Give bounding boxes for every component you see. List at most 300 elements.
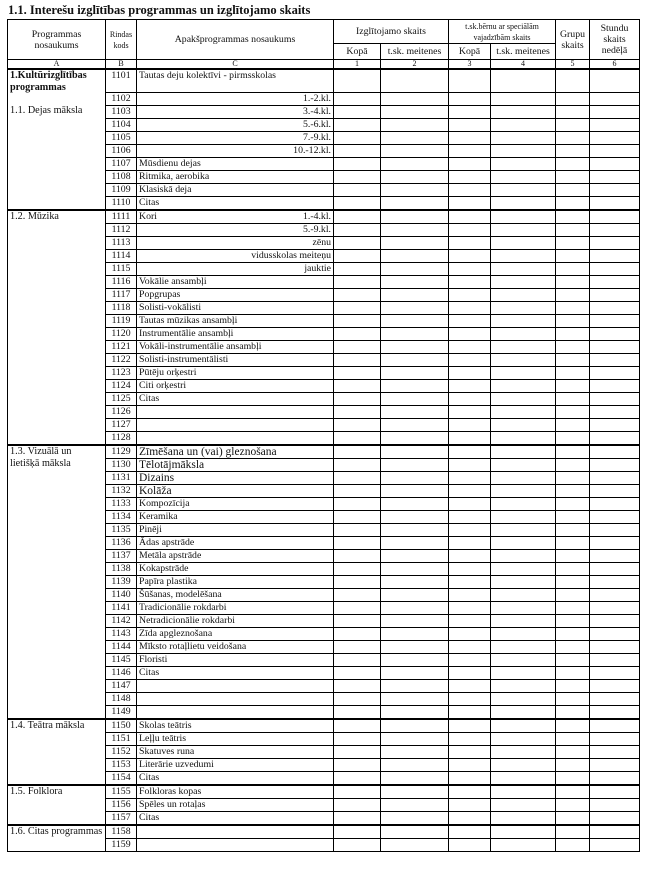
value-cell[interactable] (491, 289, 556, 302)
value-cell[interactable] (449, 759, 491, 772)
value-cell[interactable] (334, 759, 381, 772)
value-cell[interactable] (590, 537, 640, 550)
value-cell[interactable] (381, 302, 449, 315)
value-cell[interactable] (334, 576, 381, 589)
value-cell[interactable] (449, 785, 491, 799)
value-cell[interactable] (491, 563, 556, 576)
value-cell[interactable] (334, 812, 381, 826)
value-cell[interactable] (556, 472, 590, 485)
value-cell[interactable] (449, 132, 491, 145)
value-cell[interactable] (334, 210, 381, 224)
value-cell[interactable] (556, 785, 590, 799)
value-cell[interactable] (334, 380, 381, 393)
value-cell[interactable] (491, 445, 556, 459)
value-cell[interactable] (334, 119, 381, 132)
value-cell[interactable] (590, 524, 640, 537)
value-cell[interactable] (556, 706, 590, 720)
value-cell[interactable] (449, 825, 491, 839)
value-cell[interactable] (449, 511, 491, 524)
value-cell[interactable] (334, 250, 381, 263)
value-cell[interactable] (334, 498, 381, 511)
value-cell[interactable] (381, 459, 449, 472)
value-cell[interactable] (491, 511, 556, 524)
value-cell[interactable] (590, 799, 640, 812)
value-cell[interactable] (590, 680, 640, 693)
value-cell[interactable] (381, 328, 449, 341)
value-cell[interactable] (334, 69, 381, 93)
value-cell[interactable] (334, 654, 381, 667)
value-cell[interactable] (590, 250, 640, 263)
value-cell[interactable] (449, 563, 491, 576)
value-cell[interactable] (556, 419, 590, 432)
value-cell[interactable] (334, 511, 381, 524)
value-cell[interactable] (449, 210, 491, 224)
value-cell[interactable] (449, 589, 491, 602)
value-cell[interactable] (590, 615, 640, 628)
value-cell[interactable] (449, 628, 491, 641)
value-cell[interactable] (381, 106, 449, 119)
value-cell[interactable] (381, 119, 449, 132)
value-cell[interactable] (590, 839, 640, 852)
value-cell[interactable] (381, 145, 449, 158)
value-cell[interactable] (449, 250, 491, 263)
value-cell[interactable] (590, 263, 640, 276)
value-cell[interactable] (556, 69, 590, 93)
value-cell[interactable] (334, 719, 381, 733)
value-cell[interactable] (590, 667, 640, 680)
value-cell[interactable] (381, 799, 449, 812)
value-cell[interactable] (590, 459, 640, 472)
value-cell[interactable] (590, 197, 640, 211)
value-cell[interactable] (491, 785, 556, 799)
value-cell[interactable] (381, 524, 449, 537)
value-cell[interactable] (381, 69, 449, 93)
value-cell[interactable] (491, 69, 556, 93)
value-cell[interactable] (381, 485, 449, 498)
value-cell[interactable] (491, 602, 556, 615)
value-cell[interactable] (556, 537, 590, 550)
value-cell[interactable] (556, 315, 590, 328)
value-cell[interactable] (381, 237, 449, 250)
value-cell[interactable] (449, 145, 491, 158)
value-cell[interactable] (334, 628, 381, 641)
value-cell[interactable] (449, 576, 491, 589)
value-cell[interactable] (381, 184, 449, 197)
value-cell[interactable] (556, 524, 590, 537)
value-cell[interactable] (491, 812, 556, 826)
value-cell[interactable] (590, 93, 640, 106)
value-cell[interactable] (590, 354, 640, 367)
value-cell[interactable] (381, 785, 449, 799)
value-cell[interactable] (334, 537, 381, 550)
value-cell[interactable] (381, 498, 449, 511)
value-cell[interactable] (449, 276, 491, 289)
value-cell[interactable] (556, 550, 590, 563)
value-cell[interactable] (449, 237, 491, 250)
value-cell[interactable] (449, 367, 491, 380)
value-cell[interactable] (491, 472, 556, 485)
value-cell[interactable] (491, 250, 556, 263)
value-cell[interactable] (556, 354, 590, 367)
value-cell[interactable] (590, 132, 640, 145)
value-cell[interactable] (491, 106, 556, 119)
value-cell[interactable] (590, 328, 640, 341)
value-cell[interactable] (590, 719, 640, 733)
value-cell[interactable] (556, 263, 590, 276)
value-cell[interactable] (381, 406, 449, 419)
value-cell[interactable] (556, 224, 590, 237)
value-cell[interactable] (491, 576, 556, 589)
value-cell[interactable] (449, 550, 491, 563)
value-cell[interactable] (556, 106, 590, 119)
value-cell[interactable] (381, 393, 449, 406)
value-cell[interactable] (556, 485, 590, 498)
value-cell[interactable] (334, 589, 381, 602)
value-cell[interactable] (590, 341, 640, 354)
value-cell[interactable] (590, 759, 640, 772)
value-cell[interactable] (334, 158, 381, 171)
value-cell[interactable] (449, 746, 491, 759)
value-cell[interactable] (556, 132, 590, 145)
value-cell[interactable] (334, 93, 381, 106)
value-cell[interactable] (556, 302, 590, 315)
value-cell[interactable] (556, 563, 590, 576)
value-cell[interactable] (334, 106, 381, 119)
value-cell[interactable] (556, 511, 590, 524)
value-cell[interactable] (449, 445, 491, 459)
value-cell[interactable] (449, 393, 491, 406)
value-cell[interactable] (449, 263, 491, 276)
value-cell[interactable] (449, 119, 491, 132)
value-cell[interactable] (491, 799, 556, 812)
value-cell[interactable] (491, 93, 556, 106)
value-cell[interactable] (590, 550, 640, 563)
value-cell[interactable] (381, 315, 449, 328)
value-cell[interactable] (334, 406, 381, 419)
value-cell[interactable] (491, 276, 556, 289)
value-cell[interactable] (556, 210, 590, 224)
value-cell[interactable] (449, 289, 491, 302)
value-cell[interactable] (334, 302, 381, 315)
value-cell[interactable] (381, 733, 449, 746)
value-cell[interactable] (491, 839, 556, 852)
value-cell[interactable] (381, 615, 449, 628)
value-cell[interactable] (449, 524, 491, 537)
value-cell[interactable] (449, 706, 491, 720)
value-cell[interactable] (449, 224, 491, 237)
value-cell[interactable] (590, 576, 640, 589)
value-cell[interactable] (334, 263, 381, 276)
value-cell[interactable] (556, 799, 590, 812)
value-cell[interactable] (491, 485, 556, 498)
value-cell[interactable] (381, 511, 449, 524)
value-cell[interactable] (556, 825, 590, 839)
value-cell[interactable] (381, 628, 449, 641)
value-cell[interactable] (334, 171, 381, 184)
value-cell[interactable] (449, 106, 491, 119)
value-cell[interactable] (334, 328, 381, 341)
value-cell[interactable] (590, 733, 640, 746)
value-cell[interactable] (590, 628, 640, 641)
value-cell[interactable] (449, 69, 491, 93)
value-cell[interactable] (334, 733, 381, 746)
value-cell[interactable] (334, 839, 381, 852)
value-cell[interactable] (590, 472, 640, 485)
value-cell[interactable] (590, 158, 640, 171)
value-cell[interactable] (334, 602, 381, 615)
value-cell[interactable] (381, 289, 449, 302)
value-cell[interactable] (334, 524, 381, 537)
value-cell[interactable] (556, 759, 590, 772)
value-cell[interactable] (381, 759, 449, 772)
value-cell[interactable] (491, 680, 556, 693)
value-cell[interactable] (590, 693, 640, 706)
value-cell[interactable] (590, 171, 640, 184)
value-cell[interactable] (556, 719, 590, 733)
value-cell[interactable] (491, 615, 556, 628)
value-cell[interactable] (491, 367, 556, 380)
value-cell[interactable] (590, 812, 640, 826)
value-cell[interactable] (449, 197, 491, 211)
value-cell[interactable] (334, 472, 381, 485)
value-cell[interactable] (491, 733, 556, 746)
value-cell[interactable] (381, 839, 449, 852)
value-cell[interactable] (449, 719, 491, 733)
value-cell[interactable] (590, 315, 640, 328)
value-cell[interactable] (334, 145, 381, 158)
value-cell[interactable] (590, 772, 640, 786)
value-cell[interactable] (449, 799, 491, 812)
value-cell[interactable] (334, 459, 381, 472)
value-cell[interactable] (381, 693, 449, 706)
value-cell[interactable] (334, 197, 381, 211)
value-cell[interactable] (556, 93, 590, 106)
value-cell[interactable] (491, 550, 556, 563)
value-cell[interactable] (381, 537, 449, 550)
value-cell[interactable] (556, 680, 590, 693)
value-cell[interactable] (381, 210, 449, 224)
value-cell[interactable] (334, 485, 381, 498)
value-cell[interactable] (556, 197, 590, 211)
value-cell[interactable] (334, 680, 381, 693)
value-cell[interactable] (449, 472, 491, 485)
value-cell[interactable] (590, 602, 640, 615)
value-cell[interactable] (556, 733, 590, 746)
value-cell[interactable] (491, 210, 556, 224)
value-cell[interactable] (381, 641, 449, 654)
value-cell[interactable] (590, 210, 640, 224)
value-cell[interactable] (334, 289, 381, 302)
value-cell[interactable] (556, 276, 590, 289)
value-cell[interactable] (491, 524, 556, 537)
value-cell[interactable] (381, 825, 449, 839)
value-cell[interactable] (556, 158, 590, 171)
value-cell[interactable] (449, 184, 491, 197)
value-cell[interactable] (334, 276, 381, 289)
value-cell[interactable] (449, 419, 491, 432)
value-cell[interactable] (491, 498, 556, 511)
value-cell[interactable] (491, 237, 556, 250)
value-cell[interactable] (491, 746, 556, 759)
value-cell[interactable] (334, 746, 381, 759)
value-cell[interactable] (556, 341, 590, 354)
value-cell[interactable] (491, 380, 556, 393)
value-cell[interactable] (449, 537, 491, 550)
value-cell[interactable] (556, 289, 590, 302)
value-cell[interactable] (590, 276, 640, 289)
value-cell[interactable] (381, 158, 449, 171)
value-cell[interactable] (334, 563, 381, 576)
value-cell[interactable] (449, 171, 491, 184)
value-cell[interactable] (556, 171, 590, 184)
value-cell[interactable] (381, 341, 449, 354)
value-cell[interactable] (334, 184, 381, 197)
value-cell[interactable] (590, 445, 640, 459)
value-cell[interactable] (381, 171, 449, 184)
value-cell[interactable] (449, 432, 491, 446)
value-cell[interactable] (556, 367, 590, 380)
value-cell[interactable] (381, 680, 449, 693)
value-cell[interactable] (590, 511, 640, 524)
value-cell[interactable] (334, 393, 381, 406)
value-cell[interactable] (449, 93, 491, 106)
value-cell[interactable] (556, 406, 590, 419)
value-cell[interactable] (491, 171, 556, 184)
value-cell[interactable] (491, 263, 556, 276)
value-cell[interactable] (449, 498, 491, 511)
value-cell[interactable] (381, 354, 449, 367)
value-cell[interactable] (590, 432, 640, 446)
value-cell[interactable] (381, 589, 449, 602)
value-cell[interactable] (449, 459, 491, 472)
value-cell[interactable] (556, 328, 590, 341)
value-cell[interactable] (381, 706, 449, 720)
value-cell[interactable] (590, 289, 640, 302)
value-cell[interactable] (449, 733, 491, 746)
value-cell[interactable] (491, 406, 556, 419)
value-cell[interactable] (590, 563, 640, 576)
value-cell[interactable] (556, 184, 590, 197)
value-cell[interactable] (556, 445, 590, 459)
value-cell[interactable] (556, 498, 590, 511)
value-cell[interactable] (381, 812, 449, 826)
value-cell[interactable] (556, 145, 590, 158)
value-cell[interactable] (491, 354, 556, 367)
value-cell[interactable] (491, 667, 556, 680)
value-cell[interactable] (491, 393, 556, 406)
value-cell[interactable] (449, 839, 491, 852)
value-cell[interactable] (491, 145, 556, 158)
value-cell[interactable] (556, 628, 590, 641)
value-cell[interactable] (590, 224, 640, 237)
value-cell[interactable] (556, 812, 590, 826)
value-cell[interactable] (449, 667, 491, 680)
value-cell[interactable] (449, 328, 491, 341)
value-cell[interactable] (590, 746, 640, 759)
value-cell[interactable] (334, 667, 381, 680)
value-cell[interactable] (381, 654, 449, 667)
value-cell[interactable] (491, 184, 556, 197)
value-cell[interactable] (491, 432, 556, 446)
value-cell[interactable] (381, 263, 449, 276)
value-cell[interactable] (449, 615, 491, 628)
value-cell[interactable] (381, 576, 449, 589)
value-cell[interactable] (449, 341, 491, 354)
value-cell[interactable] (381, 563, 449, 576)
value-cell[interactable] (334, 825, 381, 839)
value-cell[interactable] (334, 641, 381, 654)
value-cell[interactable] (590, 237, 640, 250)
value-cell[interactable] (334, 799, 381, 812)
value-cell[interactable] (381, 602, 449, 615)
value-cell[interactable] (491, 224, 556, 237)
value-cell[interactable] (491, 341, 556, 354)
value-cell[interactable] (556, 839, 590, 852)
value-cell[interactable] (556, 772, 590, 786)
value-cell[interactable] (590, 785, 640, 799)
value-cell[interactable] (381, 419, 449, 432)
value-cell[interactable] (449, 772, 491, 786)
value-cell[interactable] (381, 772, 449, 786)
value-cell[interactable] (556, 589, 590, 602)
value-cell[interactable] (491, 693, 556, 706)
value-cell[interactable] (491, 654, 556, 667)
value-cell[interactable] (556, 119, 590, 132)
value-cell[interactable] (556, 693, 590, 706)
value-cell[interactable] (334, 132, 381, 145)
value-cell[interactable] (334, 419, 381, 432)
value-cell[interactable] (556, 746, 590, 759)
value-cell[interactable] (491, 628, 556, 641)
value-cell[interactable] (381, 197, 449, 211)
value-cell[interactable] (449, 485, 491, 498)
value-cell[interactable] (491, 459, 556, 472)
value-cell[interactable] (590, 380, 640, 393)
value-cell[interactable] (449, 158, 491, 171)
value-cell[interactable] (334, 445, 381, 459)
value-cell[interactable] (491, 197, 556, 211)
value-cell[interactable] (556, 250, 590, 263)
value-cell[interactable] (449, 602, 491, 615)
value-cell[interactable] (491, 719, 556, 733)
value-cell[interactable] (590, 825, 640, 839)
value-cell[interactable] (556, 432, 590, 446)
value-cell[interactable] (556, 615, 590, 628)
value-cell[interactable] (449, 641, 491, 654)
value-cell[interactable] (590, 367, 640, 380)
value-cell[interactable] (491, 825, 556, 839)
value-cell[interactable] (491, 589, 556, 602)
value-cell[interactable] (381, 746, 449, 759)
value-cell[interactable] (590, 654, 640, 667)
value-cell[interactable] (556, 667, 590, 680)
value-cell[interactable] (556, 654, 590, 667)
value-cell[interactable] (334, 224, 381, 237)
value-cell[interactable] (334, 693, 381, 706)
value-cell[interactable] (381, 224, 449, 237)
value-cell[interactable] (556, 380, 590, 393)
value-cell[interactable] (491, 641, 556, 654)
value-cell[interactable] (491, 328, 556, 341)
value-cell[interactable] (556, 393, 590, 406)
value-cell[interactable] (449, 680, 491, 693)
value-cell[interactable] (334, 772, 381, 786)
value-cell[interactable] (556, 641, 590, 654)
value-cell[interactable] (449, 315, 491, 328)
value-cell[interactable] (334, 706, 381, 720)
value-cell[interactable] (334, 341, 381, 354)
value-cell[interactable] (381, 550, 449, 563)
